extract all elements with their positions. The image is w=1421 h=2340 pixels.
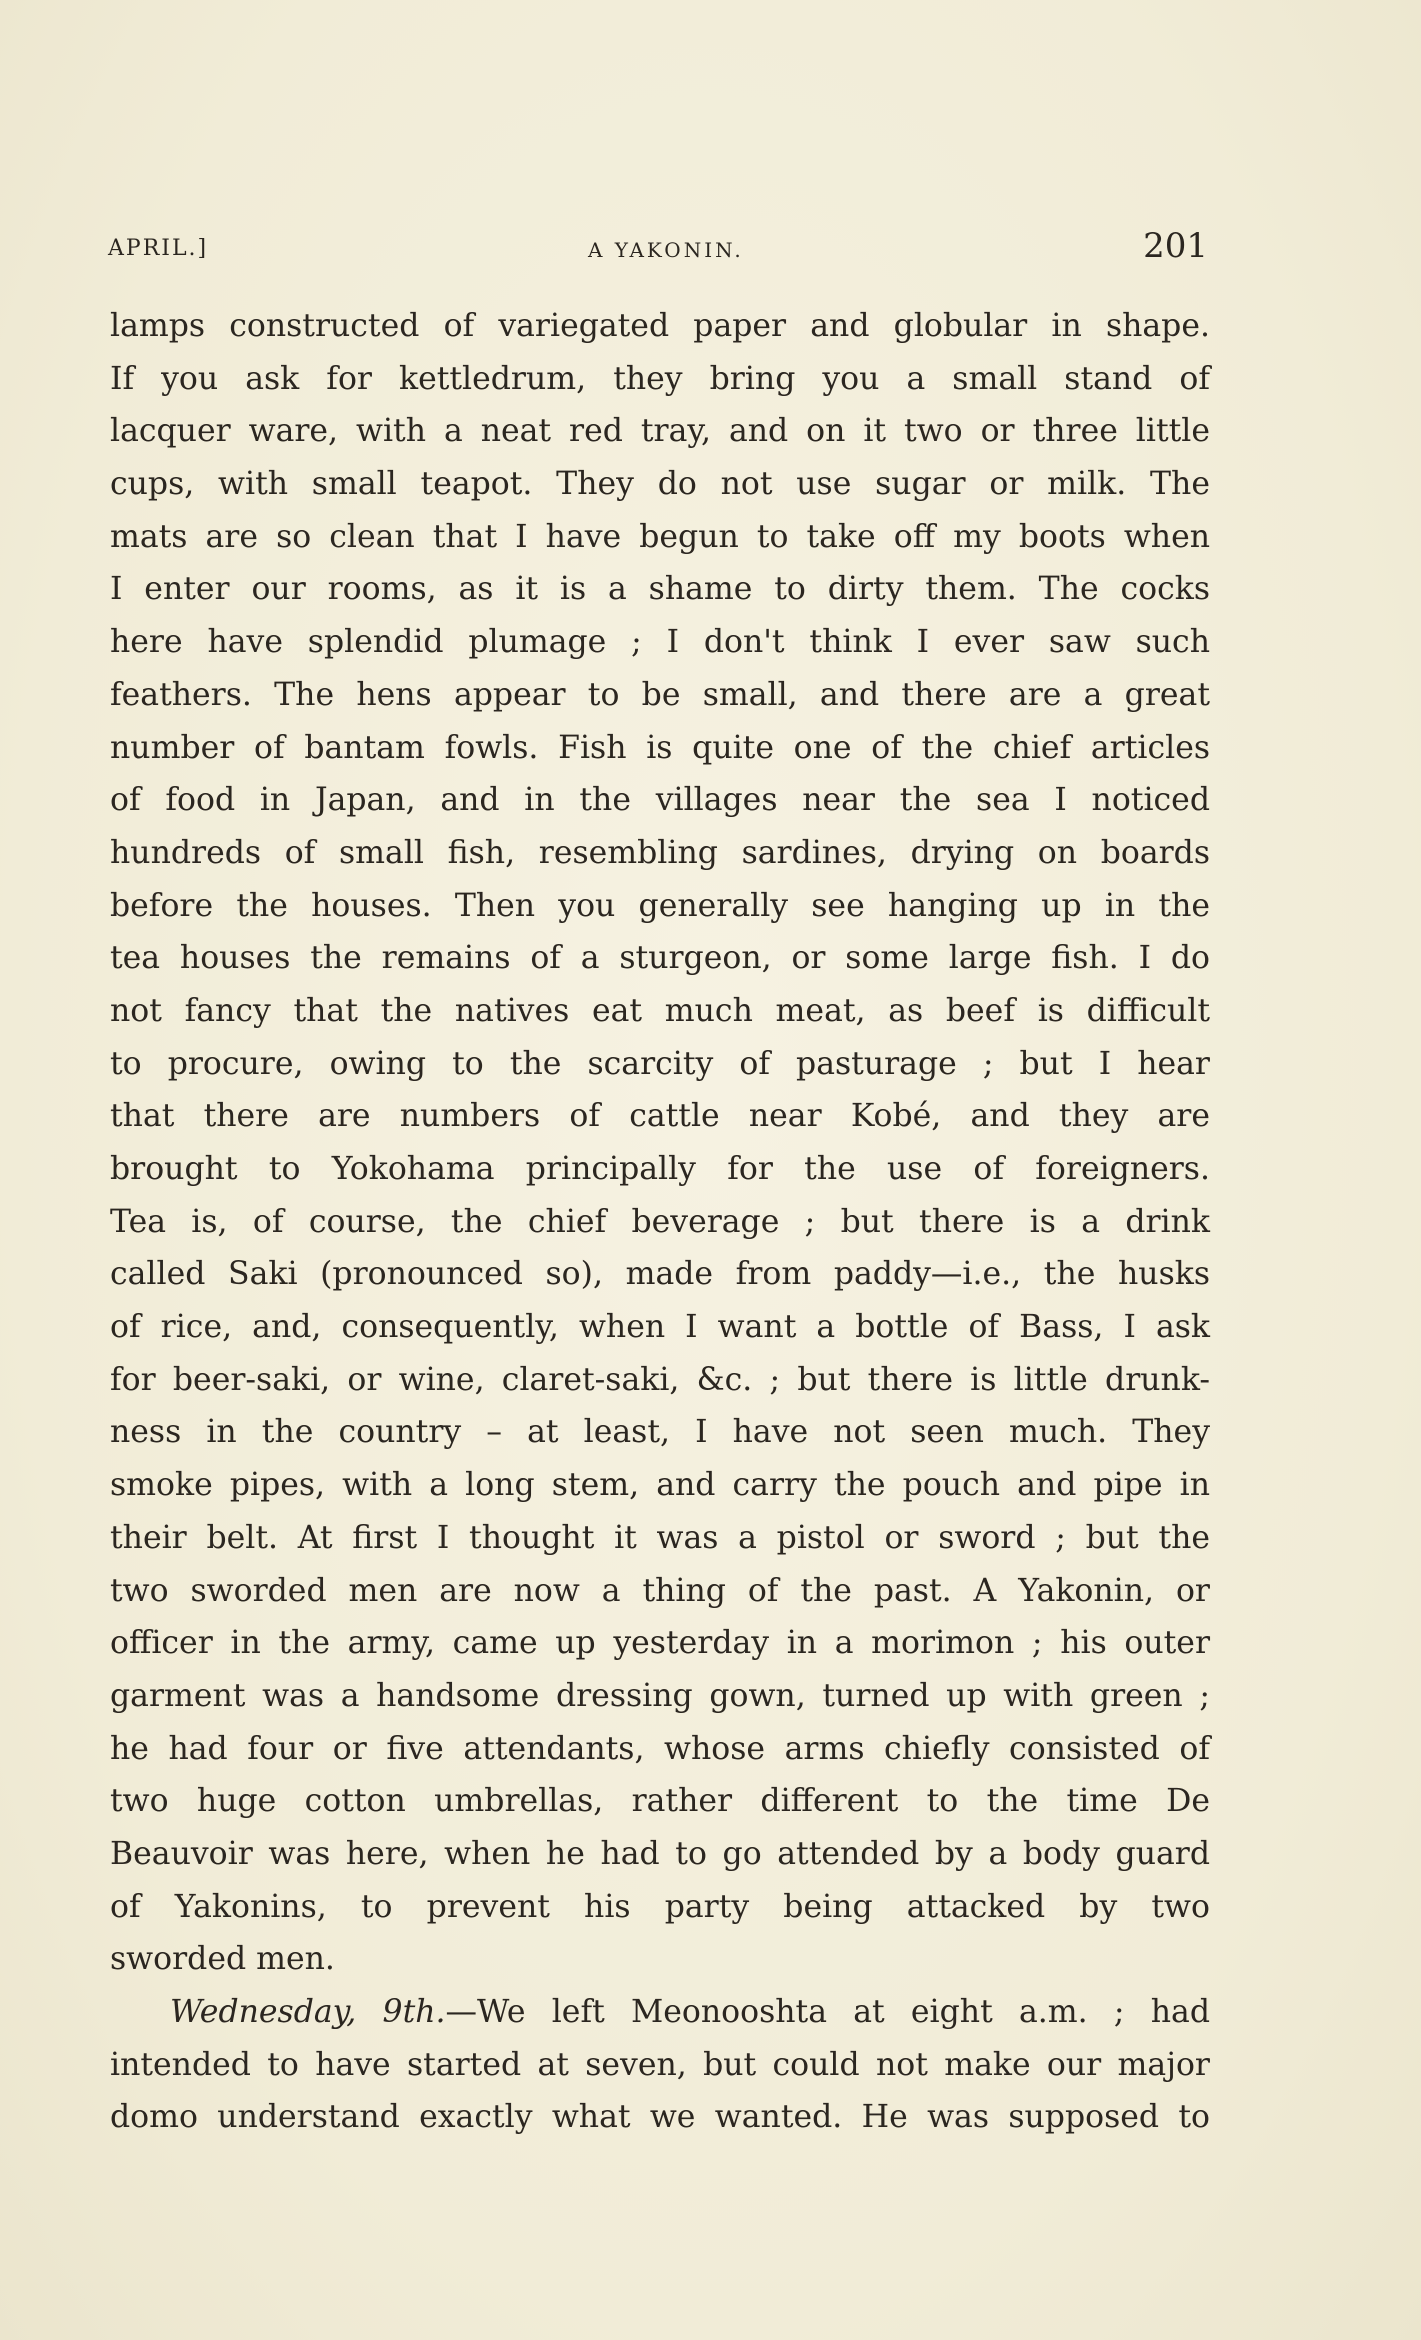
text-line: smoke pipes, with a long stem, and carry the pouch and pipe in	[110, 1467, 1210, 1504]
text-line: of food in Japan, and in the villages near the sea I noticed	[110, 782, 1210, 819]
text-line: domo understand exactly what we wanted. He was supposed to	[110, 2099, 1210, 2136]
paragraph-start-line	[110, 1986, 1210, 2039]
text-line: tea houses the remains of a sturgeon, or some large fish. I do	[110, 940, 1210, 977]
text-line: If you ask for kettledrum, they bring you a small stand of	[110, 360, 1210, 397]
text-line: hundreds of small fish, resembling sardines, drying on boards	[110, 834, 1210, 871]
date-heading: Wednesday, 9th.	[170, 1994, 446, 2030]
text-line: officer in the army, came up yesterday in a morimon ; his outer	[110, 1625, 1210, 1662]
text-line: to procure, owing to the scarcity of pasturage ; but I hear	[110, 1045, 1210, 1082]
text-line: mats are so clean that I have begun to take off my boots when	[110, 518, 1210, 555]
text-line: he had four or five attendants, whose arms chiefly consisted of	[110, 1730, 1210, 1767]
running-head	[108, 226, 1208, 274]
text-line: two huge cotton umbrellas, rather different to the time De	[110, 1783, 1210, 1820]
text-line: before the houses. Then you generally see hanging up in the	[110, 887, 1210, 924]
text-line: called Saki (pronounced so), made from paddy—i.e., the husks	[110, 1256, 1210, 1293]
text-line: that there are numbers of cattle near Kobé, and they are	[110, 1098, 1210, 1135]
text-line: Tea is, of course, the chief beverage ; but there is a drink	[110, 1203, 1210, 1240]
text-line: for beer-saki, or wine, claret-saki, &c. ; but there is little drunk-	[110, 1361, 1210, 1398]
text-line: ness in the country – at least, I have not seen much. They	[110, 1414, 1210, 1451]
running-head-title: A YAKONIN.	[588, 238, 744, 262]
text-line: their belt. At first I thought it was a pistol or sword ; but the	[110, 1519, 1210, 1556]
text-line: here have splendid plumage ; I don't think I ever saw such	[110, 624, 1210, 661]
text-line: lacquer ware, with a neat red tray, and on it two or three little	[110, 413, 1210, 450]
text-line: of Yakonins, to prevent his party being attacked by two	[110, 1888, 1210, 1925]
text-line: lamps constructed of variegated paper and globular in shape.	[110, 308, 1210, 344]
body-text	[110, 300, 1210, 2144]
text-line: intended to have started at seven, but could not make our major	[110, 2046, 1210, 2083]
text-line: sworded men.	[110, 1941, 335, 1978]
text-line: feathers. The hens appear to be small, and there are a great	[110, 676, 1210, 713]
text-line: garment was a handsome dressing gown, turned up with green ;	[110, 1677, 1210, 1714]
running-head-month: APRIL.]	[108, 236, 209, 261]
text-line: brought to Yokohama principally for the use of foreigners.	[110, 1151, 1210, 1187]
text-fragment: —We left Meonooshta at eight a.m. ; had	[445, 1994, 1210, 2030]
text-line: cups, with small teapot. They do not use sugar or milk. The	[110, 466, 1210, 503]
page-number: 201	[1143, 226, 1208, 266]
text-line: of rice, and, consequently, when I want a bottle of Bass, I ask	[110, 1309, 1210, 1346]
text-line: not fancy that the natives eat much meat, as beef is difficult	[110, 992, 1210, 1029]
text-line: two sworded men are now a thing of the past. A Yakonin, or	[110, 1572, 1210, 1609]
text-line: number of bantam fowls. Fish is quite one of the chief articles	[110, 729, 1210, 766]
text-line: I enter our rooms, as it is a shame to dirty them. The cocks	[110, 571, 1210, 608]
text-line: Beauvoir was here, when he had to go attended by a body guard	[110, 1835, 1210, 1872]
